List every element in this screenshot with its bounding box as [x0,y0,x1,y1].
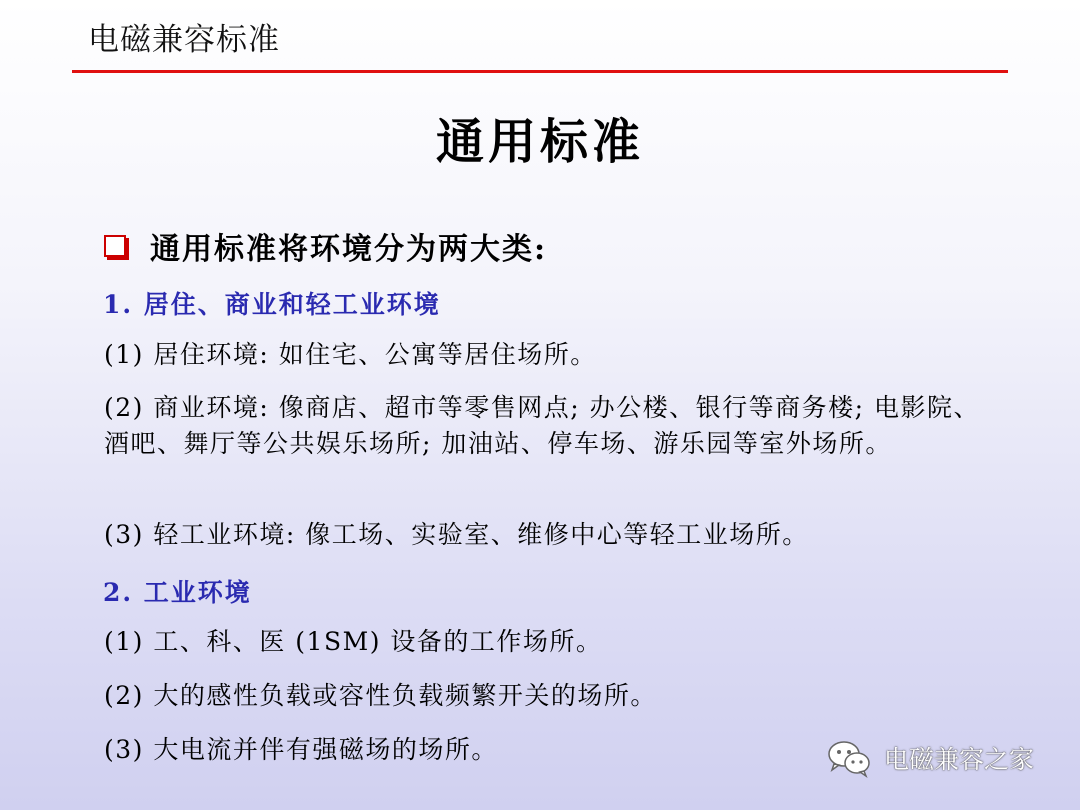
page-title: 通用标准 [435,114,644,170]
list-item: (2) 商业环境: 像商店、超市等零售网点; 办公楼、银行等商务楼; 电影院、酒吧、舞厅等公共娱乐场所; 加油站、停车场、游乐园等室外场所。 [104,393,980,458]
bullet-row [104,224,547,268]
watermark-text: 电磁兼容之家 [884,745,1035,774]
header-title: 电磁兼容标准 [88,22,280,58]
section-heading-2: 2. 工业环境 [103,578,252,607]
wechat-icon [826,738,872,778]
list-item: (3) 轻工业环境: 像工场、实验室、维修中心等轻工业场所。 [104,520,809,549]
list-item: (2) 大的感性负载或容性负载频繁开关的场所。 [104,681,657,710]
watermark [826,738,1034,778]
list-item: (1) 工、科、医 (1SM) 设备的工作场所。 [104,627,603,656]
bullet-text: 通用标准将环境分为两大类: [150,232,548,267]
list-item: (3) 大电流并伴有强磁场的场所。 [104,735,498,764]
header-rule [72,70,1008,73]
checkbox-bullet-icon [104,235,126,257]
list-item: (1) 居住环境: 如住宅、公寓等居住场所。 [104,340,597,369]
section-heading-1: 1. 居住、商业和轻工业环境 [103,290,441,319]
